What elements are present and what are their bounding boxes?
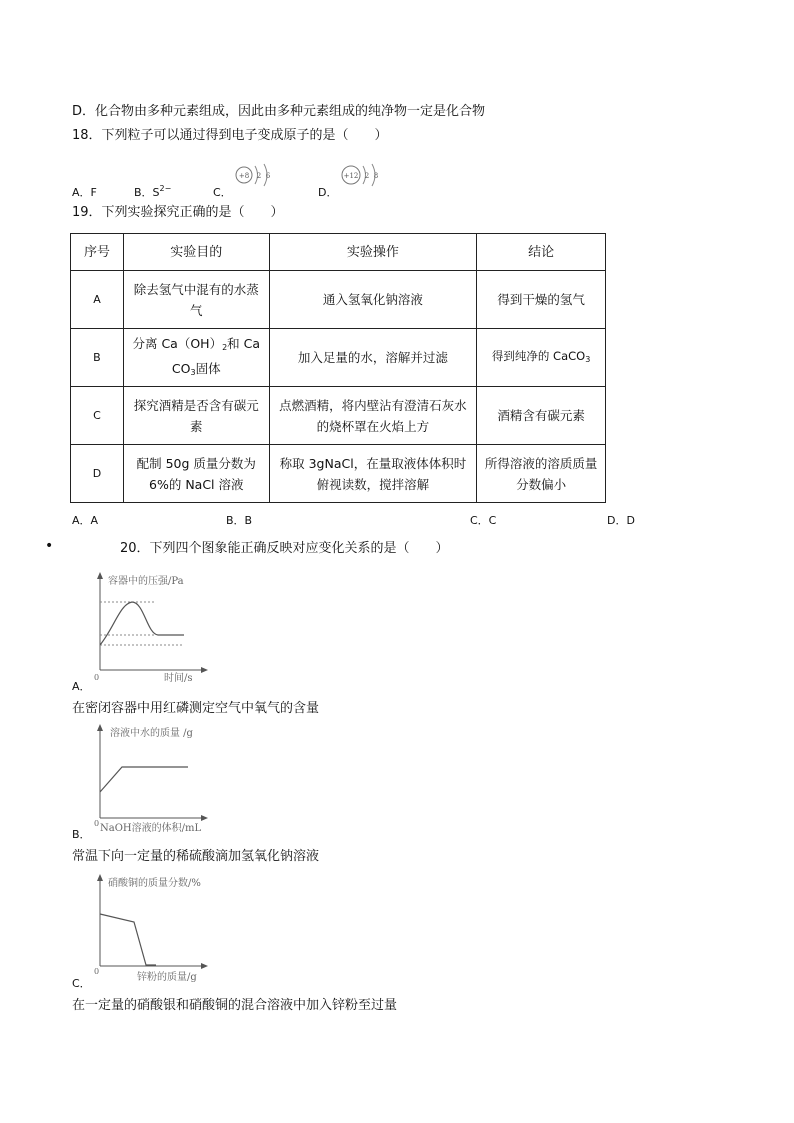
- goal-b-part3: CO: [171, 360, 191, 376]
- row-conclusion: 得到干燥的氢气: [477, 271, 606, 329]
- atom-diagram-d: [340, 162, 382, 190]
- graph-c-label: C．: [72, 977, 91, 990]
- graph-a-x-arrow: [201, 667, 208, 673]
- graph-c-xlabel: 锌粉的质量/g: [137, 972, 197, 982]
- row-conclusion: 所得溶液的溶质质量分数偏小: [477, 445, 606, 503]
- q18-option-b: [134, 184, 171, 200]
- graph-c-description: 在一定量的硝酸银和硝酸铜的混合溶液中加入锌粉至过量: [72, 998, 398, 1013]
- graph-c-ylabel: 硝酸铜的质量分数/%: [108, 878, 201, 889]
- graph-b-y-arrow: [97, 724, 103, 731]
- goal-b-sub2: 3: [190, 367, 196, 377]
- header-id: 序号: [71, 234, 124, 271]
- graph-c-curve: [100, 914, 156, 965]
- q19-option-a: A．A: [72, 514, 99, 527]
- graph-c-x-arrow: [201, 963, 208, 969]
- graph-b-xlabel: NaOH溶液的体积/mL: [100, 823, 202, 834]
- row-id: A: [71, 271, 124, 329]
- graph-a-origin: 0: [94, 673, 100, 682]
- shell-count-d1: 2: [364, 172, 370, 180]
- goal-b-part1: 分离 Ca（OH）: [132, 335, 223, 351]
- q17-option-d: D．化合物由多种元素组成，因此由多种元素组成的纯净物一定是化合物: [72, 104, 486, 119]
- row-id: B: [71, 329, 124, 387]
- row-operation: 点燃酒精，将内壁沾有澄清石灰水的烧杯罩在火焰上方: [269, 387, 477, 445]
- row-goal: [123, 329, 269, 387]
- goal-b-sub1: 2: [222, 342, 228, 352]
- row-goal: 探究酒精是否含有碳元素: [123, 387, 269, 445]
- row-operation: 通入氢氧化钠溶液: [269, 271, 477, 329]
- table-row: [71, 329, 606, 387]
- graph-c-copper-nitrate: [92, 870, 232, 982]
- result-b-text: 得到纯净的 CaCO: [491, 349, 586, 363]
- graph-a-curve: [100, 602, 184, 645]
- list-bullet: •: [45, 538, 54, 554]
- graph-b-ylabel: 溶液中水的质量 /g: [110, 728, 193, 739]
- q19-option-b: B．B: [226, 514, 253, 527]
- shell-count-c2: 6: [265, 172, 271, 180]
- table-row: [71, 387, 606, 445]
- header-operation: 实验操作: [269, 234, 477, 271]
- row-id: D: [71, 445, 124, 503]
- goal-b-part4: 固体: [195, 360, 221, 376]
- graph-b-origin: 0: [94, 819, 100, 828]
- q19-stem: 19．下列实验探究正确的是（ ）: [72, 205, 284, 220]
- q18-option-a: A．F: [72, 186, 97, 199]
- experiment-table: [70, 233, 606, 503]
- q19-option-d: D．D: [607, 514, 635, 527]
- graph-a-label: A．: [72, 680, 91, 693]
- graph-c-origin: 0: [94, 967, 100, 976]
- row-conclusion: 酒精含有碳元素: [477, 387, 606, 445]
- graph-a-pressure: [92, 568, 232, 684]
- row-conclusion: [477, 329, 606, 387]
- graph-b-water-mass: [92, 720, 232, 834]
- row-operation: 加入足量的水，溶解并过滤: [269, 329, 477, 387]
- graph-c-y-arrow: [97, 874, 103, 881]
- graph-b-label: B．: [72, 828, 91, 841]
- q18-stem: 18．下列粒子可以通过得到电子变成原子的是（ ）: [72, 128, 388, 143]
- header-goal: 实验目的: [123, 234, 269, 271]
- q18-option-c: C．: [213, 186, 232, 199]
- nucleus-charge-c: +8: [238, 172, 250, 180]
- header-conclusion: 结论: [477, 234, 606, 271]
- graph-b-curve: [100, 767, 188, 792]
- table-row: [71, 271, 606, 329]
- q18-option-b-charge: 2−: [159, 184, 172, 193]
- q18-option-b-text: B．S: [134, 186, 160, 199]
- atom-diagram-c: [234, 162, 274, 190]
- table-row: [71, 445, 606, 503]
- row-goal: 除去氢气中混有的水蒸气: [123, 271, 269, 329]
- nucleus-charge-d: +12: [343, 172, 359, 180]
- q19-option-c: C．C: [470, 514, 497, 527]
- shell-count-c1: 2: [256, 172, 262, 180]
- q18-option-d: D．: [318, 186, 338, 199]
- graph-a-y-arrow: [97, 572, 103, 579]
- row-id: C: [71, 387, 124, 445]
- graph-a-xlabel: 时间/s: [164, 673, 193, 684]
- q20-stem: 20．下列四个图象能正确反映对应变化关系的是（ ）: [120, 541, 449, 556]
- graph-b-description: 常温下向一定量的稀硫酸滴加氢氧化钠溶液: [72, 849, 320, 864]
- result-b-sub: 3: [585, 355, 591, 364]
- row-operation: 称取 3gNaCl，在量取液体体积时俯视读数，搅拌溶解: [269, 445, 477, 503]
- table-header-row: [71, 234, 606, 271]
- row-goal: 配制 50g 质量分数为 6%的 NaCl 溶液: [123, 445, 269, 503]
- graph-b-x-arrow: [201, 815, 208, 821]
- graph-a-ylabel: 容器中的压强/Pa: [108, 576, 184, 587]
- graph-a-description: 在密闭容器中用红磷测定空气中氧气的含量: [72, 701, 320, 716]
- goal-b-part2: 和 Ca: [227, 335, 261, 351]
- shell-count-d2: 8: [373, 172, 379, 180]
